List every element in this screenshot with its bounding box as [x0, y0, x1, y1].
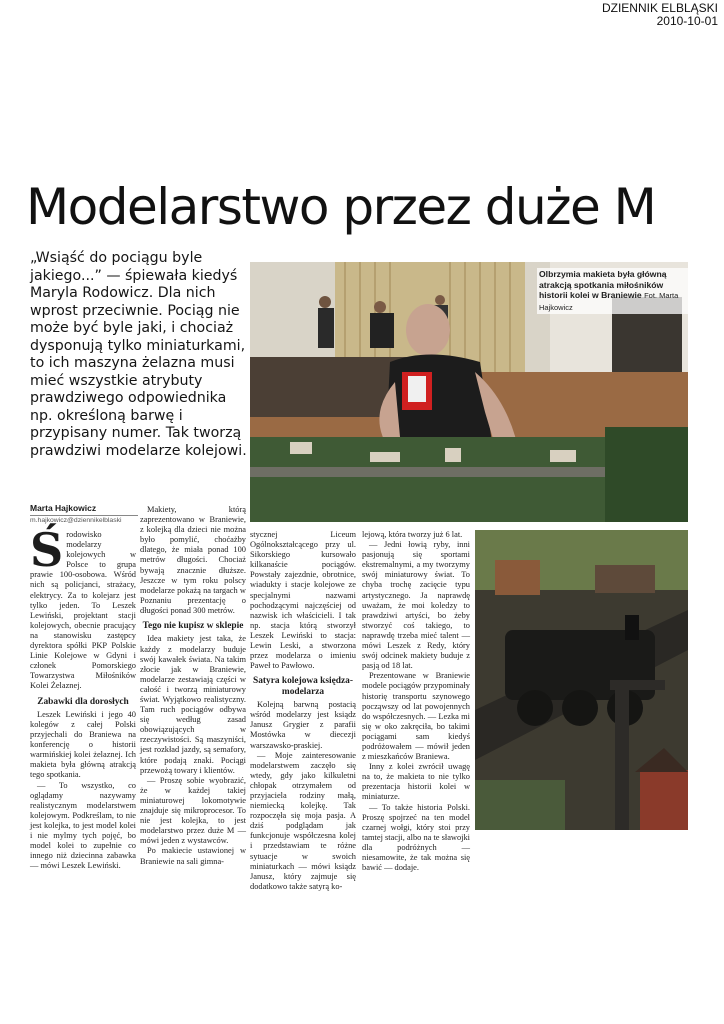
- text-column-1: [30, 523, 136, 871]
- drop-cap: Ś: [30, 523, 64, 577]
- paragraph: Prezentowane w Braniewie modele pociągów przypominały historię transportu szynowego począwszy od lat powojennych do współczesnych. — Lezka mi się w oko zakręciła, bo takimi pociągami sam kiedyś podróżowałem — mówił jeden z mieszkańców Braniewa.: [362, 671, 470, 762]
- paragraph: Leszek Lewiński i jego 40 kolegów z całej Polski przyjechali do Braniewa na konferencję o historii warmińskiej kolei żelaznej. Ich makieta była główną atrakcją tego spotkania.: [30, 709, 136, 780]
- subheading: Tego nie kupisz w sklepie: [142, 621, 244, 632]
- paragraph: Po makiecie ustawionej w Braniewie na sali gimna-: [140, 846, 246, 866]
- publication-date: 2010-10-01: [656, 14, 718, 28]
- paragraph: [30, 523, 136, 692]
- paragraph: — Moje zainteresowanie modelarstwem zaczęło się wtedy, gdy jako kilkuletni chłopak otrzymałem od przyjaciela rodziny małą, niemiecką kolejkę. Tak rozpoczęła się moja pasja. A dziś podglądam jak funkcjonuje współczesna kolej i przedstawiam te różne sytuacje w swoich miniaturkach — mówi ksiądz Janusz, który zajmuje się dodatkowo także satyrą ko-: [250, 750, 356, 891]
- paragraph-text: rodowisko modelarzy kolejowych w Polsce to grupa prawie 100-osobowa. Wśród nich są policjanci, strażacy, elektrycy. Za to kolejarz jest tylko jeden. To Leszek Lewiński, projektant stacji kolejowych, obecnie pracujący na stanowisku zastępcy dyrektora spółki PKP Polskie Linie Kolejowe w Gdyni i członek Pomorskiego Towarzystwa Miłośników Kolei Żelaznej.: [30, 530, 136, 691]
- subheading: Zabawki dla dorosłych: [37, 696, 129, 707]
- paragraph: Kolejną barwną postacią wśród modelarzy jest ksiądz Janusz Grygier z parafii Mostówka w diecezji warszawsko-praskiej.: [250, 700, 356, 750]
- subheading: Satyra kolejowa księdza-modelarza: [253, 676, 353, 697]
- paragraph: Idea makiety jest taka, że każdy z modelarzy buduje swój kawałek świata. Na takim złocie jak w Braniewie, modelarze zestawiają części w całość i tworzą miniaturowy świat. Wyjątkowo realistyczny. Tam ruch pociągów odbywa się według zasad obowiązujących w rzeczywistości. Są maszyniści, jest rozkład jazdy, są semafory, które podają znaki. Pociągi przewożą towary i klientów.: [140, 634, 246, 775]
- text-column-3: [250, 530, 356, 892]
- locomotive-photo: [475, 530, 688, 830]
- paragraph: — Proszę sobie wyobrazić, że w każdej takiej miniaturowej lokomotywie znajduje się mikroprocesor. To nie jest kolejka, to jest modelarstwo przez duże M — mówi jeden z wystawców.: [140, 775, 246, 846]
- author-email: m.hajkowicz@dziennikelblaski: [30, 515, 138, 524]
- paragraph: stycznej Liceum Ogólnokształcącego przy ul. Sikorskiego kursowało kilkanaście pociągów. Powstały zajezdnie, obrotnice, wiadukty i stacje kolejowe ze specjalnymi nazwami pochodzącymi najczęściej od nazwisk ich właścicieli. I tak np. stacja którą stworzył Leszek Lewiński to stacja: Lewin Leski, a stworzona przez modelarza o imieniu Paweł to Pawłowo.: [250, 530, 356, 671]
- byline: [30, 503, 138, 524]
- paragraph: lejową, która tworzy już 6 lat.: [362, 530, 463, 539]
- publication-header: [602, 2, 718, 28]
- photo-caption: [537, 268, 691, 314]
- author-name: Marta Hajkowicz: [30, 503, 97, 513]
- article-lead: „Wsiąść do pociągu byle jakiego...” — śpiewała kiedyś Maryla Rodowicz. Dla nich wprost przeciwnie. Pociąg nie może być byle jaki, i chociaż dysponują tylko miniaturkami, to ich maszyna żelazna musi mieć wszystkie atrybuty prawdziwego odpowiednika np. określoną barwę i przypisany numer. Tak tworzą prawdziwi modelarze kolejowi.: [30, 250, 247, 459]
- text-column-2: [140, 505, 246, 867]
- paragraph: — To także historia Polski. Proszę spojrzeć na ten model czarnej wołgi, który stoi przy tamtej stacji, albo na te sławojki dla podróżnych — niesamowite, że tak można się bawić — dodaje.: [362, 802, 470, 873]
- caption-credit: Fot. Marta Hajkowicz: [539, 291, 679, 312]
- paragraph: Inny z kolei zwrócił uwagę na to, że makieta to nie tylko prezentacja historii kolei w miniaturze.: [362, 762, 470, 802]
- article-title: Modelarstwo przez duże M: [26, 178, 656, 236]
- text-column-4: [362, 530, 470, 873]
- caption-text: Olbrzymia makieta była główną atrakcją spotkania miłośników historii kolei w Braniewie: [539, 269, 667, 300]
- paragraph: — To wszystko, co oglądamy nazywamy realistycznym modelarstwem kolejowym. Podkreślam, to nie jest kolejka, to jest model kolei i nie mylmy tych pojęć, bo model kolei to zupełnie co innego niż dziecinna zabawka — mówi Leszek Lewiński.: [30, 780, 136, 871]
- publication-name: DZIENNIK ELBLĄSKI: [601, 1, 718, 15]
- paragraph: — Jedni łowią ryby, inni pasjonują się sportami ekstremalnymi, a my tworzymy swój miniaturowy świat. To chyba trochę zacięcie typu artystycznego. Ja naprawdę uważam, że moi koledzy to prawdziwi artyści, bo żeby stworzyć coś takiego, to naprawdę trzeba mieć talent — mówi Leszek z Redy, który swój odcinek makiety buduje z pasją od 18 lat.: [362, 540, 470, 671]
- paragraph: Makiety, którą zaprezentowano w Braniewie, z kolejką dla dzieci nie można było pomylić, choćażby dlatego, że miała ponad 100 metrów długości. Chociaż bywają znacznie dłuższe. Jeszcze w tym roku polscy modelarze pokażą na targach w Poznaniu prezentację o długości ponad 300 metrów.: [140, 505, 246, 615]
